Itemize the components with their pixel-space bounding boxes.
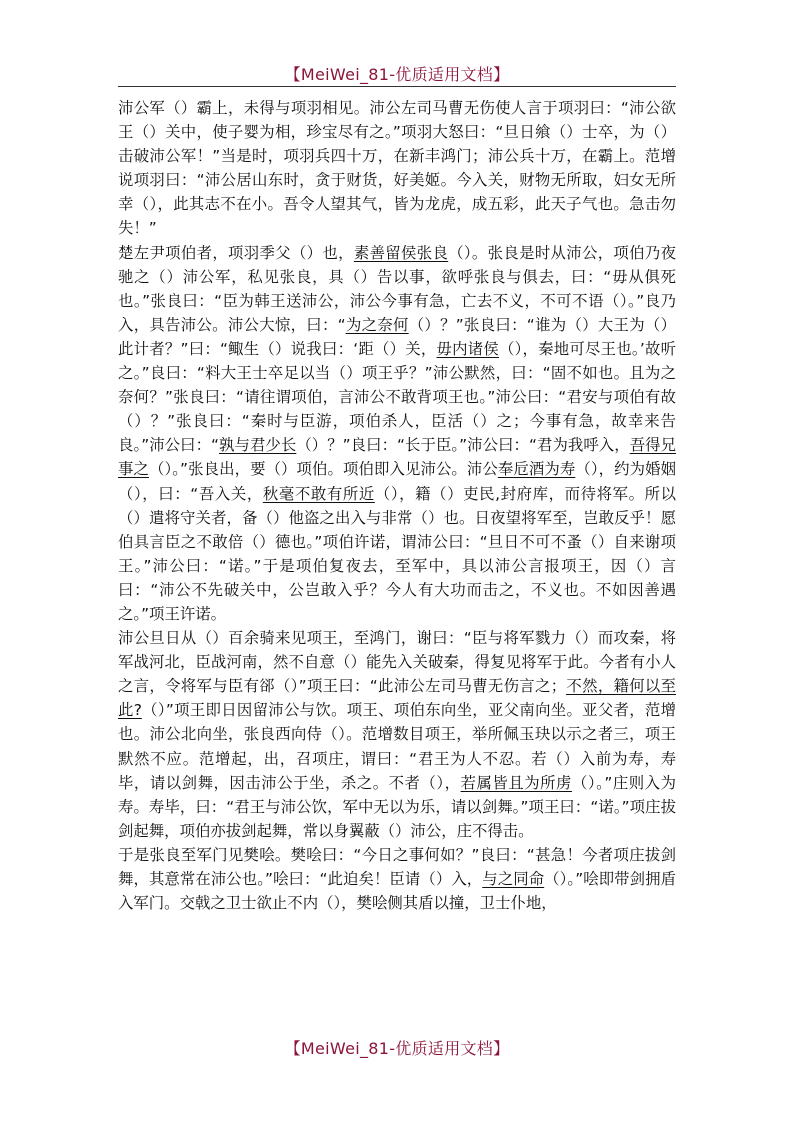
paragraph bbox=[118, 241, 676, 627]
text-run: （），籍（）吏民,封府库，而待将军。所以（）遣将守关者，备（）他盗之出入与非常（）也。日夜望将军至，岂敢反乎！愿伯具言臣之不敢倍（）德也。”项伯许诺，谓沛公曰：“旦日不可不蚤（）自来谢项王。”沛公曰：“诺。”于是项伯复夜去，至军中，具以沛公言报项王，因（）言曰：“沛公不先破关中，公岂敢入乎？今人有大功而击之，不义也。不如因善遇之。”项王许诺。 bbox=[118, 484, 676, 623]
text-run: 沛公旦日从（）百余骑来见项王，至鸿门，谢曰：“臣与将军戮力（）而攻秦，将军战河北，臣战河南，然不自意（）能先入关破秦，得复见将军于此。今者有小人之言，令将军与臣有郤（）”项王曰：“此沛公左司马曹无伤言之； bbox=[118, 629, 676, 696]
text-run: （）”项王即日因留沛公与饮。项王、项伯东向坐，亚父南向坐。亚父者，范增也。沛公北向坐，张良西向侍（）。范增数目项王，举所佩玉玦以示之者三，项王默然不应。范增起，出，召项庄，谓曰：“君王为人不忍。若（）入前为寿，寿毕，请以剑舞，因击沛公于坐，杀之。不者（）， bbox=[118, 701, 677, 792]
underlined-phrase: 奉卮酒为寿 bbox=[497, 460, 576, 479]
text-run: （）？”张良曰：“谁为（）大王为（）此计者？”曰：“鲰生（）说我曰：‘距（）关， bbox=[118, 315, 676, 358]
text-run: （），约为婚姻（），曰：“吾入关， bbox=[118, 460, 676, 503]
underlined-phrase: 若属皆且为所虏 bbox=[460, 773, 572, 792]
document-body bbox=[118, 96, 676, 915]
text-run: 于是张良至军门见樊哙。樊哙曰：“今日之事何如？”良曰：“甚急！今者项庄拔剑舞，其意常在沛公也。”哙曰：“此迫矣！臣请（）入， bbox=[118, 845, 676, 888]
paragraph bbox=[118, 843, 676, 915]
text-run: （）。”哙即带剑拥盾入军门。交戟之卫士欲止不内（），樊哙侧其盾以撞，卫士仆地， bbox=[118, 870, 676, 913]
underlined-phrase: 秋毫不敢有所近 bbox=[262, 484, 375, 503]
underlined-phrase: 素善留侯张良 bbox=[353, 243, 449, 262]
text-run: 楚左尹项伯者，项羽季父（）也， bbox=[118, 243, 354, 262]
underlined-phrase: 孰与君少长 bbox=[219, 436, 297, 455]
page-header: 【MeiWei_81-优质适用文档】 bbox=[284, 65, 510, 84]
underlined-phrase: 毋内诸侯 bbox=[436, 339, 499, 358]
underlined-phrase: 与之同命 bbox=[482, 870, 545, 888]
page-footer: 【MeiWei_81-优质适用文档】 bbox=[284, 1039, 510, 1058]
text-run: （）。”张良出，要（）项伯。项伯即入见沛公。沛公 bbox=[148, 460, 498, 479]
paragraph bbox=[118, 626, 676, 843]
underlined-phrase: 吾得兄事之 bbox=[118, 436, 676, 479]
text-run: （）。张良是时从沛公，项伯乃夜驰之（）沛公军，私见张良，具（）告以事，欲呼张良与俱去，曰：“毋从俱死也。”张良曰：“臣为韩王送沛公，沛公今事有急，亡去不义，不可不语（）。”良乃入，具告沛公。沛公大惊，曰：“ bbox=[118, 243, 676, 334]
text-run: （），秦地可尽王也。’故听之。”良曰：“料大王士卒足以当（）项王乎？”沛公默然，曰：“固不如也。且为之奈何？”张良曰：“请往谓项伯，言沛公不敢背项王也。”沛公曰：“君安与项伯有故（）？”张良曰：“秦时与臣游，项伯杀人，臣活（）之；今事有急，故幸来告良。”沛公曰：“ bbox=[118, 339, 676, 455]
paragraph bbox=[118, 96, 676, 241]
text-run: （）。”庄则入为寿。寿毕，曰：“君王与沛公饮，军中无以为乐，请以剑舞。”项王曰：“诺。”项庄拔剑起舞，项伯亦拔剑起舞，常以身翼蔽（）沛公，庄不得击。 bbox=[118, 773, 676, 840]
underlined-phrase: 为之奈何 bbox=[345, 315, 409, 334]
text-run: 沛公军（）霸上，未得与项羽相见。沛公左司马曹无伤使人言于项羽曰：“沛公欲王（）关中，使子婴为相，珍宝尽有之。”项羽大怒曰：“旦日飨（）士卒，为（）击破沛公军！”当是时，项羽兵四十万，在新丰鸿门；沛公兵十万，在霸上。范增说项羽曰：“沛公居山东时，贪于财货，好美姬。今入关，财物无所取，妇女无所幸（），此其志不在小。吾令人望其气，皆为龙虎，成五彩，此天子气也。急击勿失！” bbox=[118, 99, 676, 238]
header-divider bbox=[118, 86, 676, 87]
text-run: （）？”良曰：“长于臣。”沛公曰：“君为我呼入， bbox=[296, 436, 630, 455]
underlined-phrase: 不然，籍何以至此? bbox=[118, 677, 676, 720]
